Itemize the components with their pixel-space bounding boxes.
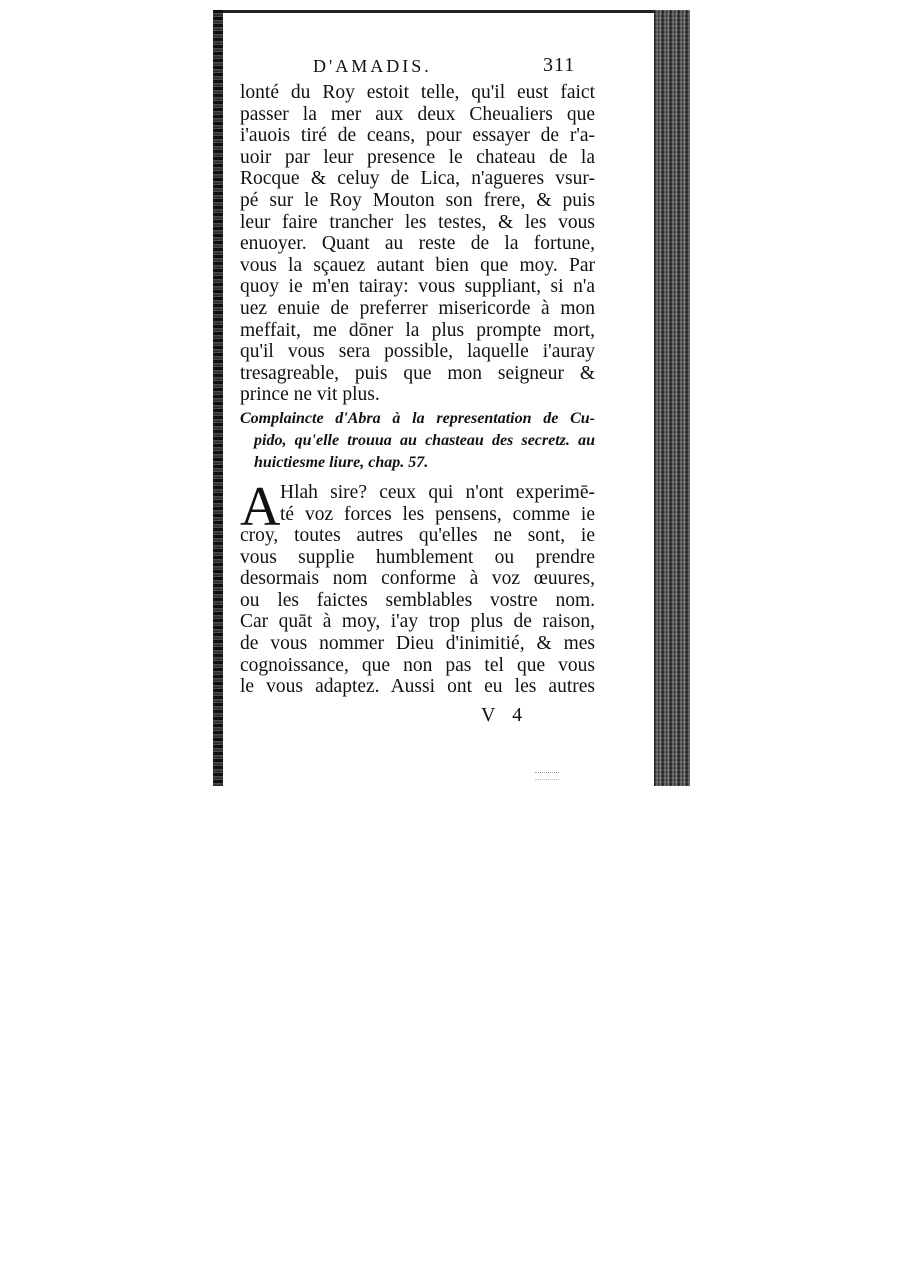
text-line: quoy ie m'en tairay: vous suppliant, si n'a	[240, 276, 595, 298]
scanned-page	[213, 10, 690, 786]
show-through-mark	[535, 772, 559, 780]
signature-mark: V 4	[481, 704, 529, 726]
text-line: leur faire trancher les testes, & les vous	[240, 211, 595, 233]
text-line: enuoyer. Quant au reste de la fortune,	[240, 233, 595, 255]
text-line: tresagreable, puis que mon seigneur &	[240, 362, 595, 384]
text-line: croy, toutes autres qu'elles ne sont, ie	[240, 525, 595, 547]
chapter-rubric	[240, 408, 595, 474]
text-line: de vous nommer Dieu d'inimitié, & mes	[240, 633, 595, 655]
paragraph-one	[240, 82, 595, 406]
text-block	[240, 82, 595, 698]
page-number: 311	[543, 54, 576, 76]
rubric-line: Complaincte d'Abra à la representation de Cu-	[240, 409, 595, 427]
text-line: uoir par leur presence le chateau de la	[240, 146, 595, 168]
text-line: ou les faictes semblables vostre nom.	[240, 589, 595, 611]
text-line: cognoissance, que non pas tel que vous	[240, 654, 595, 676]
rubric-line: huictiesme liure, chap. 57.	[254, 453, 429, 471]
text-line: Car quāt à moy, i'ay trop plus de raison,	[240, 611, 595, 633]
text-line: passer la mer aux deux Cheualiers que	[240, 103, 595, 125]
drop-cap: A	[240, 475, 281, 538]
text-line: vous la sçauez autant bien que moy. Par	[240, 254, 595, 276]
binding-gutter	[213, 10, 223, 786]
running-title: D'AMADIS.	[313, 56, 432, 76]
text-line: qu'il vous sera possible, laquelle i'auray	[240, 341, 595, 363]
text-line: Rocque & celuy de Lica, n'agueres vsur-	[240, 168, 595, 190]
text-line: té voz forces les pensens, comme ie	[280, 503, 595, 525]
text-line: desormais nom conforme à voz œuures,	[240, 568, 595, 590]
text-line: Hlah sire? ceux qui n'ont experimē-	[280, 481, 595, 503]
text-line: uez enuie de preferrer misericorde à mon	[240, 297, 595, 319]
text-line: i'auois tiré de ceans, pour essayer de r'a-	[240, 125, 595, 147]
text-line: meffait, me dōner la plus prompte mort,	[240, 319, 595, 341]
page-fore-edge	[654, 10, 690, 786]
top-edge-rule	[223, 10, 654, 13]
text-line: lonté du Roy estoit telle, qu'il eust faict	[240, 82, 595, 103]
text-line: prince ne vit plus.	[240, 384, 380, 406]
text-line: pé sur le Roy Mouton son frere, & puis	[240, 189, 595, 211]
text-line: le vous adaptez. Aussi ont eu les autres	[240, 676, 595, 698]
text-line: vous supplie humblement ou prendre	[240, 546, 595, 568]
rubric-line: pido, qu'elle trouua au chasteau des secretz. au	[254, 431, 595, 449]
chapter-text	[240, 475, 595, 698]
